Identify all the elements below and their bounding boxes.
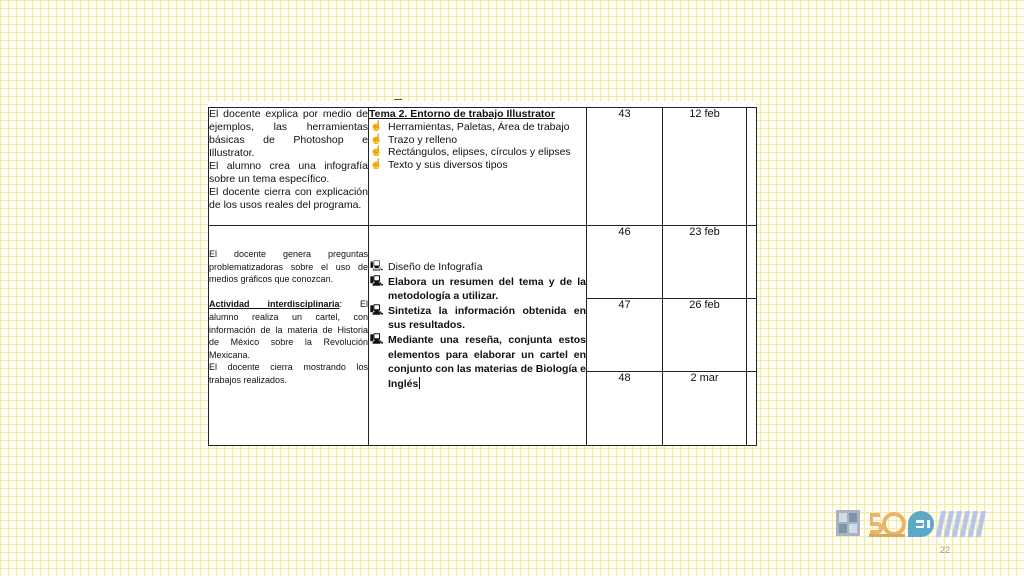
activity-text: : El alumno realiza un cartel, con información de la materia de Historia de México sobre la Revolución Mexicana. [209,299,368,360]
computer-icon: 🖳 [370,275,384,287]
hand-pointer-icon: ☝ [370,133,383,145]
striped-logo [936,511,987,537]
teacher-line: El docente genera preguntas problematizadoras sobre el uso de medios gráficos que conozcan. [209,249,368,285]
list-item [369,134,586,147]
teacher-activity-cell [209,226,369,446]
session-number: 47 [587,299,663,372]
teacher-line: El docente cierra con explicación de los usos reales del programa. [209,186,368,211]
teacher-line: El docente explica por medio de ejemplos, las herramientas básicas de Photoshop e Illustrator. [209,108,368,159]
computer-icon: 🖳 [370,261,384,272]
session-number: 46 [587,226,663,299]
list-item [369,159,586,172]
hand-pointer-icon: ☝ [370,159,383,171]
teacher-line: El docente cierra mostrando los trabajos realizados. [209,362,368,385]
anniversary-50-logo [869,513,905,537]
teacher-activity-cell [209,108,369,226]
session-date: 23 feb [663,226,747,299]
slide-number: 22 [939,545,950,555]
text-cursor [419,377,420,389]
si-logo [908,511,934,537]
list-item-text: Mediante una reseña, conjunta estos elementos para elaborar un cartel en conjunto con las materias de Biología e Inglés [388,333,586,390]
list-item-text: Rectángulos, elipses, círculos y elipses [388,146,571,159]
topic-cell [369,108,587,226]
scanned-planning-table [208,101,756,445]
topic-list [369,260,586,391]
teacher-line: El alumno crea una infografía sobre un tema específico. [209,160,368,185]
computer-icon: 🖳 [370,304,384,316]
list-item-text: Elabora un resumen del tema y de la metodología a utilizar. [388,275,586,303]
planning-table [208,107,757,446]
topic-cell [369,226,587,446]
list-item-text: Texto y sus diversos tipos [388,159,508,172]
interdisciplinary-activity [209,298,368,361]
table-row [209,108,757,226]
activity-label: Actividad interdisciplinaria [209,299,340,310]
list-item [369,275,586,304]
session-date: 12 feb [663,108,747,226]
scan-mark [394,99,402,100]
list-item [369,333,586,391]
unam-shield-logo [836,510,860,536]
topic-list [369,121,586,172]
list-item [369,146,586,159]
topic-title: Tema 2. Entorno de trabajo Illustrator [369,108,555,120]
session-date: 26 feb [663,299,747,372]
footer-logos [836,507,996,539]
table-row [209,226,757,299]
list-item-text: Diseño de Infografía [388,261,483,273]
list-item [369,304,586,333]
hand-pointer-icon: ☝ [370,120,383,132]
list-item [369,121,586,134]
list-item [369,260,586,275]
session-number: 43 [587,108,663,226]
computer-icon: 🖳 [370,333,384,345]
session-date: 2 mar [663,372,747,446]
hand-pointer-icon: ☝ [370,146,383,158]
session-number: 48 [587,372,663,446]
list-item-text: Sintetiza la información obtenida en sus resultados. [388,304,586,332]
list-item-text: Trazo y relleno [388,133,458,146]
list-item-text: Herramientas, Paletas, Área de trabajo [388,120,570,133]
